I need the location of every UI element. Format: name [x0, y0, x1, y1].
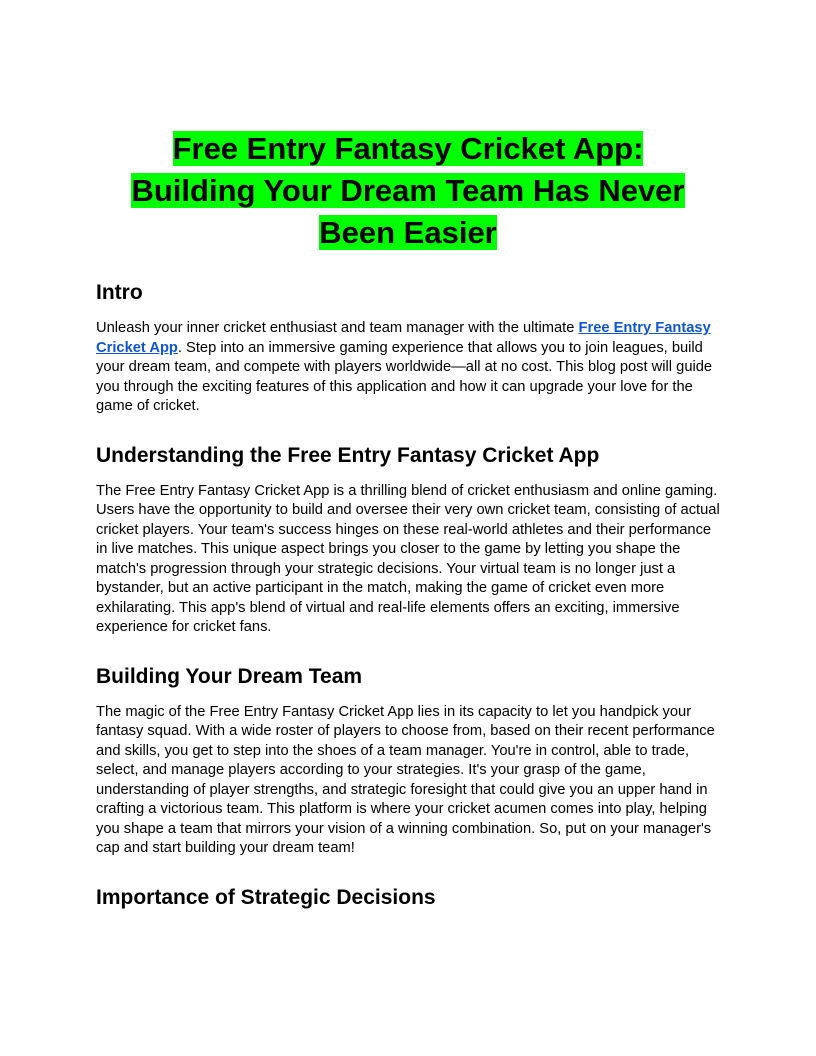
intro-text-after-link: . Step into an immersive gaming experience that allows you to join leagues, build your dream team, and compete with players worldwide—all at no cost. This blog post will guide you through the exciting features of this application and how it can upgrade your love for the game of cricket.	[96, 339, 713, 414]
section-heading-importance: Importance of Strategic Decisions	[96, 885, 436, 909]
building-paragraph: The magic of the Free Entry Fantasy Cricket App lies in its capacity to let you handpick your fantasy squad. With a wide roster of players to choose from, based on their recent performance and skills, you get to step into the shoes of a team manager. You're in control, able to trade, select, and manage players according to your strategies. It's your grasp of the game, understanding of player strengths, and strategic foresight that could give you an upper hand in crafting a victorious team. This platform is where your cricket acumen comes into play, helping you shape a team that mirrors your vision of a winning combination. So, put on your manager's cap and start building your dream team!	[96, 703, 715, 856]
section-heading-building: Building Your Dream Team	[96, 664, 363, 688]
section-heading-understanding: Understanding the Free Entry Fantasy Cricket App	[96, 443, 600, 467]
intro-paragraph	[96, 319, 720, 417]
doc-title-line-2: Building Your Dream Team Has Never	[131, 173, 685, 208]
link-free-entry-fantasy-cricket-app[interactable]: Free Entry Fantasy Cricket App	[96, 320, 711, 356]
doc-title	[96, 128, 720, 254]
understanding-paragraph: The Free Entry Fantasy Cricket App is a thrilling blend of cricket enthusiasm and online gaming. Users have the opportunity to build and oversee their very own cricket team, consisting of actual cricket players. Your team's success hinges on these real-world athletes and their performance in live matches. This unique aspect brings you closer to the game by letting you shape the match's progression through your strategic decisions. Your virtual team is no longer just a bystander, but an active participant in the match, making the game of cricket even more exhilarating. This app's blend of virtual and real-life elements offers an exciting, immersive experience for cricket fans.	[96, 482, 720, 635]
doc-title-line-3: Been Easier	[319, 215, 497, 250]
intro-text-before-link: Unleash your inner cricket enthusiast and team manager with the ultimate	[96, 320, 579, 336]
section-heading-intro: Intro	[96, 281, 143, 304]
doc-title-line-1: Free Entry Fantasy Cricket App:	[172, 131, 644, 166]
